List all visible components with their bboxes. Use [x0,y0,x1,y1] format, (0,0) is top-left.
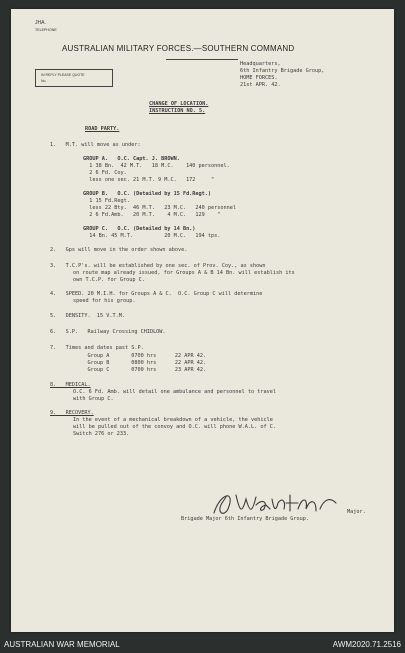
group-b-row-1: 1 15 Fd.Regt. [83,198,130,204]
hq-date: 21st APR. 42. [240,82,281,88]
document-page [11,9,394,632]
group-b-row-3: 2 6 Fd.Amb. 20 M.T. 4 M.C. 129 " [83,212,221,218]
road-party-heading: ROAD PARTY. [85,126,120,132]
heading-line-2: INSTRUCTION NO. 5. [149,108,206,114]
para-8-line-2: with Group C. [73,396,114,402]
group-c-line: GROUP C. O.C. (Detailed by 14 Bn.) [83,226,196,232]
footer-accession: AWM2020.71.2516 [332,640,401,649]
para-9-line-3: Switch 276 or 233. [73,431,130,437]
reply-quote-box [35,69,113,87]
footer-institution: AUSTRALIAN WAR MEMORIAL [4,640,120,649]
para-6: 6. S.P. Railway Crossing CHIDLOW. [50,329,166,335]
time-row-a: Group A 0700 hrs 22 APR 42. [50,353,207,359]
para-5: 5. DENSITY. 15 V.T.M. [50,313,125,319]
group-c-row-1: 14 Bn. 45 M.T. 20 M.C. 194 tps. [83,233,221,239]
ref-initials: JHA. [35,20,46,26]
title-rule [166,59,238,60]
para-9-heading: 9. RECOVERY. [50,410,94,416]
para-4-line-2: speed for his group. [73,298,136,304]
para-3-line-2: on route map already issued, for Groups A & B 14 Bn. will establish its [73,270,295,276]
group-b-row-2: less 22 Bty. 46 M.T. 23 M.C. 240 personnel [83,205,237,211]
time-row-b: Group B 0800 hrs 22 APR 42. [50,360,207,366]
para-3-line-1: 3. T.C.P's. will be established by one sec. of Prov. Coy., as shown [50,263,266,269]
hq-line-2: 6th Infantry Brigade Group, [240,68,325,74]
group-b-line: GROUP B. O.C. (Detailed by 15 Fd.Regt.) [83,191,212,197]
reply-quote-label: IN REPLY PLEASE QUOTE [41,73,85,77]
group-a-line: GROUP A. O.C. Capt. J. BROWN. [83,156,180,162]
para-1: 1. M.T. will move as under: [50,142,141,148]
heading-line-1: CHANGE OF LOCATION. [149,101,209,107]
para-3-line-3: own T.C.P. for Group C. [73,277,145,283]
para-8-heading: 8. MEDICAL. [50,382,91,388]
time-row-c: Group C 0700 hrs 23 APR 42. [50,367,207,373]
group-a-row-3: less one sec. 21 M.T. 9 M.C. 172 " [83,177,215,183]
para-9-line-2: will be pulled out of the convoy and O.C. will phone W.A.L. of C. [73,424,277,430]
signature-role: Brigade Major 6th Infantry Brigade Group. [181,516,310,522]
para-9-line-1: In the event of a mechanical breakdown of a vehicle, the vehicle [73,417,273,423]
hq-line-1: Headquarters, [240,61,281,67]
para-8-line-1: O.C. 6 Fd. Amb. will detail one ambulance and personnel to travel [73,389,277,395]
para-4-line-1: 4. SPEED. 20 M.I.H. for Groups A & C. O.C. Group C will determine [50,291,263,297]
letterhead-title: AUSTRALIAN MILITARY FORCES.—SOUTHERN COMMAND [62,44,295,53]
para-7: 7. Times and dates past S.P. [50,345,144,351]
group-a-row-1: 1 38 Bn. 42 M.T. 18 M.C. 140 personnel. [83,163,230,169]
reply-no-label: No. [41,79,47,83]
hq-line-3: HOME FORCES. [240,75,278,81]
signature-rank: Major. [347,509,366,515]
group-a-row-2: 2 6 Fd. Coy. [83,170,127,176]
telephone-label: TELEPHONE [35,28,57,32]
para-2: 2. Gps will move in the order shown above. [50,247,188,253]
